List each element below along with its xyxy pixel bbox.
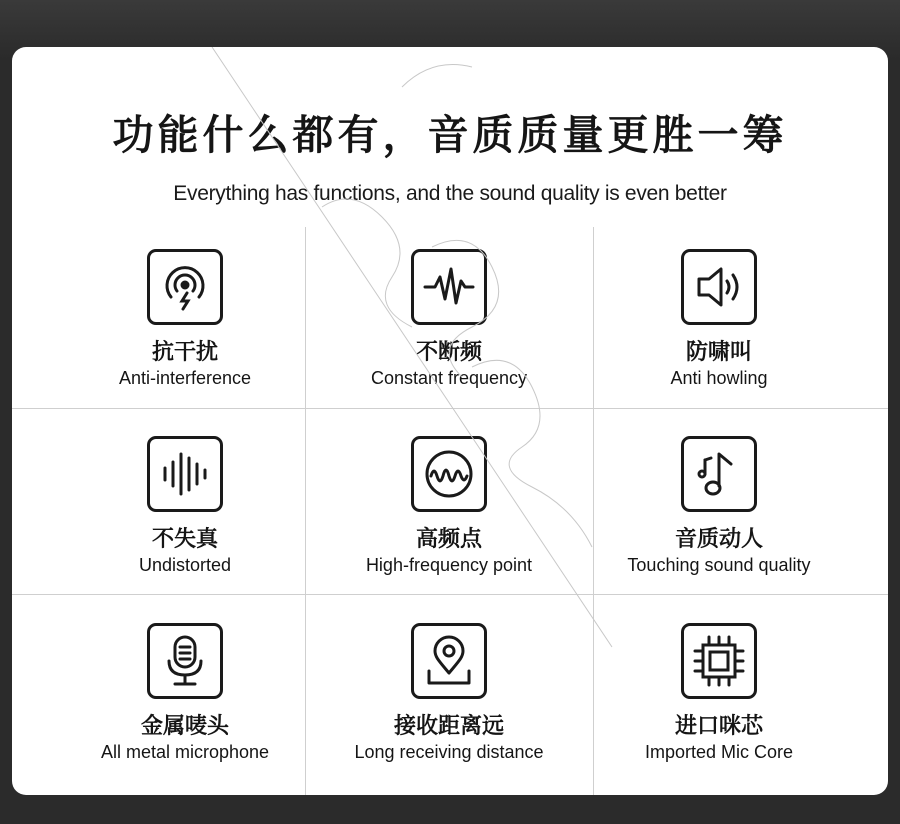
feature-label-cn: 抗干扰: [151, 340, 218, 365]
page-subtitle: Everything has functions, and the sound quality is even better: [173, 182, 727, 205]
speaker-icon: [681, 249, 757, 325]
feature-label-cn: 不失真: [151, 527, 218, 552]
feature-item-constant-frequency: [304, 227, 594, 413]
feature-item-anti-interference: [40, 227, 330, 413]
anti-interference-icon: [147, 249, 223, 325]
microphone-icon: [147, 623, 223, 699]
feature-item-receiving-distance: [304, 601, 594, 787]
feature-label-en: High-frequency point: [365, 555, 533, 575]
feature-label-en: Anti-interference: [118, 368, 252, 388]
feature-label-cn: 高频点: [415, 527, 482, 552]
chip-icon: [681, 623, 757, 699]
feature-label-cn: 不断频: [415, 340, 482, 365]
feature-item-high-frequency: [304, 414, 594, 600]
feature-label-en: Undistorted: [138, 555, 232, 575]
feature-label-en: Long receiving distance: [354, 742, 544, 762]
music-note-icon: [681, 436, 757, 512]
feature-item-sound-quality: [574, 414, 864, 600]
feature-item-mic-core: [574, 601, 864, 787]
feature-label-cn: 接收距离远: [393, 714, 504, 739]
feature-item-metal-microphone: [40, 601, 330, 787]
feature-label-en: Anti howling: [670, 368, 768, 388]
sound-bars-icon: [147, 436, 223, 512]
feature-item-anti-howling: [574, 227, 864, 413]
feature-label-en: Imported Mic Core: [644, 742, 794, 762]
location-pin-icon: [411, 623, 487, 699]
page-title: 功能什么都有，音质质量更胜一筹: [112, 111, 788, 159]
feature-label-cn: 音质动人: [674, 527, 763, 552]
feature-card: [12, 47, 888, 795]
waveform-pulse-icon: [411, 249, 487, 325]
feature-item-undistorted: [40, 414, 330, 600]
feature-label-cn: 金属唛头: [140, 714, 229, 739]
feature-label-cn: 防啸叫: [685, 340, 752, 365]
feature-grid: [12, 227, 888, 787]
frequency-wave-icon: [411, 436, 487, 512]
feature-label-en: All metal microphone: [100, 742, 270, 762]
feature-label-en: Constant frequency: [370, 368, 528, 388]
feature-label-cn: 进口咪芯: [674, 714, 763, 739]
feature-label-en: Touching sound quality: [627, 555, 811, 575]
